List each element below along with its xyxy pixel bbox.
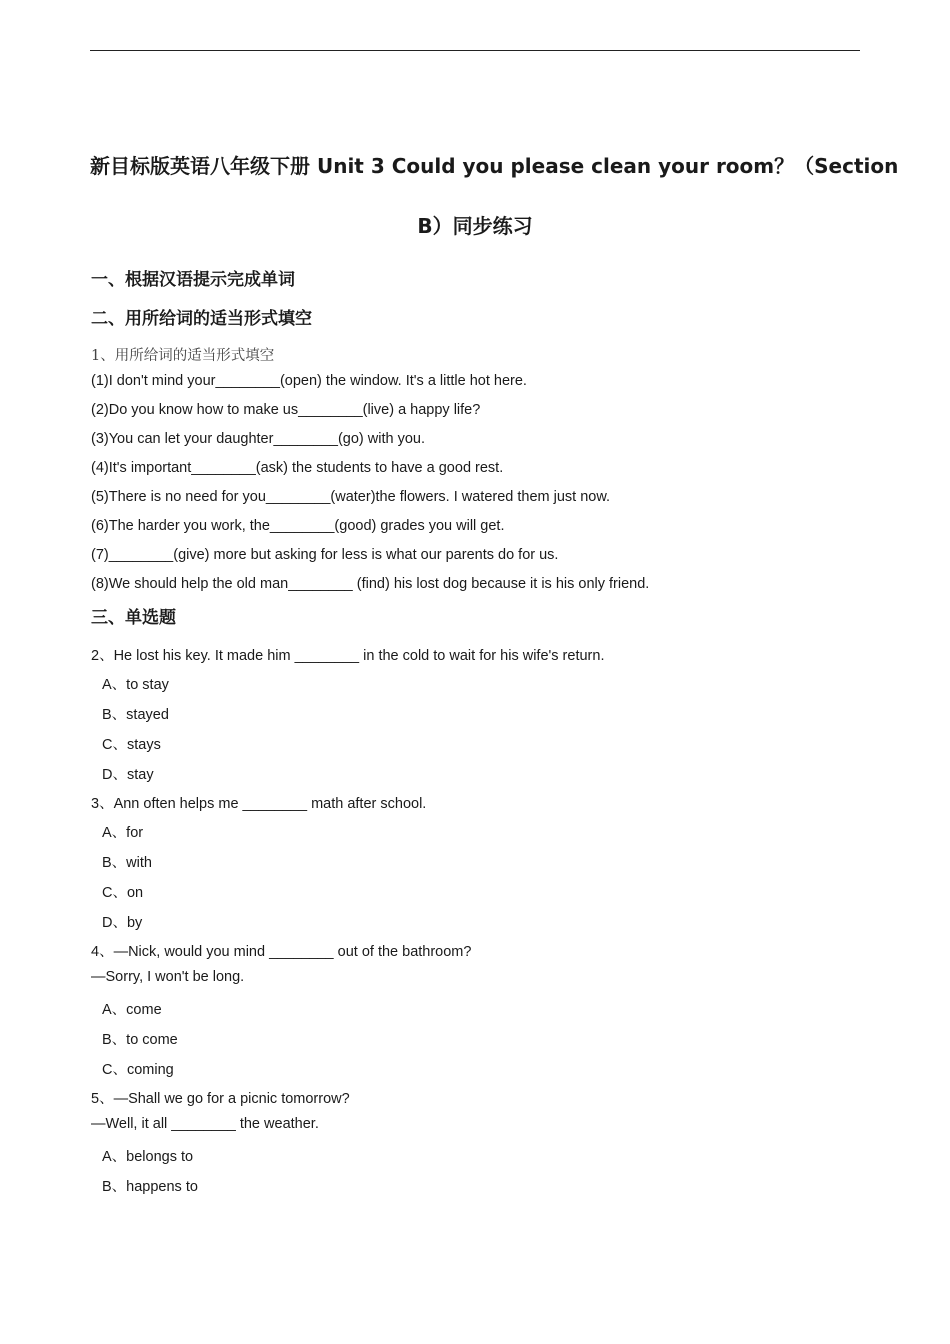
question-1-item: (5)There is no need for you________(water)the flowers. I watered them just now. <box>91 489 611 505</box>
question-4-option-c[interactable]: C、coming <box>102 1062 174 1078</box>
header-rule <box>90 50 860 51</box>
question-3-option-a[interactable]: A、for <box>102 825 144 841</box>
section-heading-3: 三、单选题 <box>91 608 176 628</box>
question-3-option-b[interactable]: B、with <box>102 855 152 871</box>
question-2-option-b[interactable]: B、stayed <box>102 707 169 723</box>
question-2-option-d[interactable]: D、stay <box>102 767 154 783</box>
question-1-item: (7)________(give) more but asking for less is what our parents do for us. <box>91 547 559 563</box>
question-4-reply: —Sorry, I won't be long. <box>91 969 245 985</box>
question-1-item: (6)The harder you work, the________(good) grades you will get. <box>91 518 505 534</box>
question-4-option-b[interactable]: B、to come <box>102 1032 178 1048</box>
question-1-item: (8)We should help the old man________ (find) his lost dog because it is his only friend. <box>91 576 650 592</box>
question-5-option-b[interactable]: B、happens to <box>102 1179 198 1195</box>
question-5-stem: 5、—Shall we go for a picnic tomorrow? <box>91 1091 350 1107</box>
section-heading-1: 一、根据汉语提示完成单词 <box>91 270 295 290</box>
page-title-line-2: B）同步练习 <box>417 214 533 238</box>
question-3-option-c[interactable]: C、on <box>102 885 144 901</box>
question-1-item: (2)Do you know how to make us________(live) a happy life? <box>91 402 481 418</box>
question-4-stem: 4、—Nick, would you mind ________ out of the bathroom? <box>91 944 472 960</box>
question-5-reply: —Well, it all ________ the weather. <box>91 1116 319 1132</box>
question-5-option-a[interactable]: A、belongs to <box>102 1149 194 1165</box>
page-title-line-1: 新目标版英语八年级下册 Unit 3 Could you please clean your room？（Section <box>90 154 899 178</box>
question-1-item: (3)You can let your daughter________(go) with you. <box>91 431 425 447</box>
question-3-option-d[interactable]: D、by <box>102 915 143 931</box>
question-1-heading: 1、用所给词的适当形式填空 <box>91 348 275 364</box>
section-heading-2: 二、用所给词的适当形式填空 <box>91 309 312 329</box>
question-2-option-c[interactable]: C、stays <box>102 737 161 753</box>
question-1-item: (4)It's important________(ask) the students to have a good rest. <box>91 460 504 476</box>
question-4-option-a[interactable]: A、come <box>102 1002 162 1018</box>
question-1-item: (1)I don't mind your________(open) the window. It's a little hot here. <box>91 373 527 389</box>
question-3-stem: 3、Ann often helps me ________ math after school. <box>91 796 427 812</box>
question-2-option-a[interactable]: A、to stay <box>102 677 169 693</box>
question-2-stem: 2、He lost his key. It made him ________ in the cold to wait for his wife's return. <box>91 648 605 664</box>
